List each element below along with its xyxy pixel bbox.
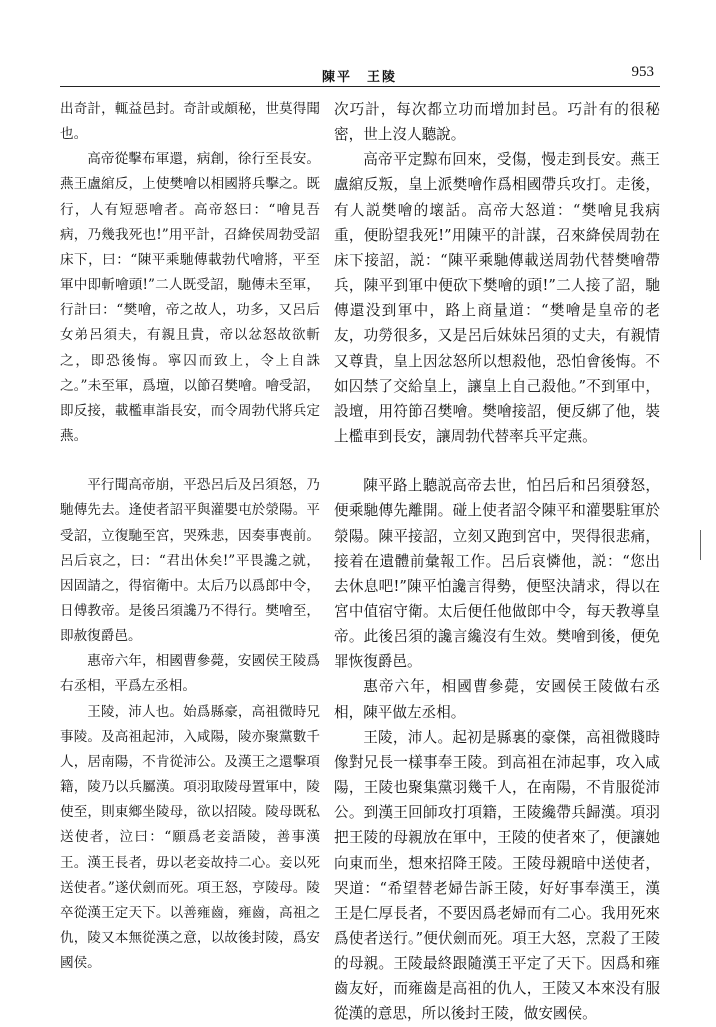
translation-paragraph: 惠帝六年，相國曹參薨，安國侯王陵做右丞相，陳平做左丞相。: [334, 678, 660, 721]
classical-paragraph: 王陵，沛人也。始爲縣豪，高祖微時兄事陵。及高祖起沛，入咸陽，陵亦聚黨數千人，居南陽，不肯從沛公。及漢王之還擊項籍，陵乃以兵屬漢。項羽取陵母置軍中，陵使至，則東鄉坐陵母，欲以招陵。陵母既私送使者，泣曰：“願爲老妾語陵，善事漢王。漢王長者，毋以老妾故持二心。妾以死送使者。”遂伏劍而死。項王怒，亨陵母。陵卒從漢王定天下。以善雍齒，雍齒，高祖之仇，陵又本無從漢之意，以故後封陵，爲安國侯。: [60, 703, 320, 972]
classical-paragraph: 出奇計，輒益邑封。奇計或頗秘，世莫得聞也。: [60, 101, 320, 143]
classical-paragraph: 平行聞高帝崩，平恐呂后及呂須怒，乃馳傳先去。逢使者詔平與灌嬰屯於滎陽。平受詔，立復馳至宮，哭殊悲，因奏事喪前。呂后哀之，曰：“君出休矣!”平畏讒之就，因固請之，得宿衛中。太后乃以爲郎中令，日傅教帝。是後呂須讒乃不得行。樊噲至，即赦復爵邑。: [60, 477, 320, 645]
translation-paragraph: 高帝平定黥布回來，受傷，慢走到長安。燕王盧綰反叛，皇上派樊噲作爲相國帶兵攻打。走後，有人説樊噲的壞話。高帝大怒道：“樊噲見我病重，便盼望我死!”用陳平的計謀，召來絳侯周勃在床下接詔，説：“陳平乘馳傳載送周勃代替樊噲帶兵，陳平到軍中便砍下樊噲的頭!”二人接了詔，馳傳還没到軍中，路上商量道：“樊噲是皇帝的老友，功勞很多，又是呂后妹妹呂須的丈夫，有親情又尊貴，皇上因忿怒所以想殺他，恐怕會後悔。不如囚禁了交給皇上，讓皇上自己殺他。”不到軍中，設壇，用符節召樊噲。樊噲接詔，便反綁了他，裝上檻車到長安，讓周勃代替率兵平定燕。: [334, 151, 660, 446]
classical-paragraph: 惠帝六年，相國曹參薨，安國侯王陵爲右丞相，平爲左丞相。: [60, 653, 320, 695]
page-header: [60, 58, 660, 87]
translation-paragraph: 次巧計，每次都立功而增加封邑。巧計有的很秘密，世上沒人聽說。: [334, 101, 660, 144]
translation-paragraph: 陳平路上聽説高帝去世，怕呂后和呂須發怒，便乘馳傳先離開。碰上使者詔令陳平和灌嬰駐軍於滎陽。陳平接詔，立刻又跑到宮中，哭得很悲痛，接着在遺體前彙報工作。呂后哀憐他，説：“您出去休息吧!”陳平怕讒言得勢，便堅決請求，得以在宮中值宿守衛。太后便任他做郎中令，每天教導皇帝。此後呂須的讒言纔沒有生效。樊噲到後，便免罪恢復爵邑。: [334, 477, 660, 671]
classical-text-column: [60, 97, 320, 976]
translation-paragraph: 王陵，沛人。起初是縣裏的豪傑，高祖微賤時像對兄長一樣事奉王陵。到高祖在沛起事，攻入咸陽，王陵也聚集黨羽幾千人，在南陽，不肯服從沛公。到漢王回師攻打項籍，王陵纔帶兵歸漢。項羽把王陵的母親放在軍中，王陵的使者來了，便讓她向東而坐，想來招降王陵。王陵母親暗中送使者，哭道：“希望替老婦告訴王陵，好好事奉漢王，漢王是仁厚長者，不要因爲老婦而有二心。我用死來爲使者送行。”便伏劍而死。項王大怒，烹殺了王陵的母親。王陵最終跟隨漢王平定了天下。因爲和雍齒友好，而雍齒是高祖的仇人，王陵又本來没有服從漢的意思，所以後封王陵，做安國侯。: [334, 728, 660, 1023]
page-number: 953: [631, 64, 654, 80]
running-title: 陳平 王陵: [322, 70, 398, 85]
scan-margin-mark: [700, 530, 701, 560]
translation-text-column: [334, 97, 660, 1027]
classical-paragraph: 高帝從擊布軍還，病創，徐行至長安。燕王盧綰反，上使樊噲以相國將兵擊之。既行，人有短惡噲者。高帝怒曰：“噲見吾病，乃幾我死也!”用平計，召絳侯周勃受詔床下，曰：“陳平乘馳傳載勃代噲將，平至軍中即斬噲頭!”二人既受詔，馳傳未至軍，行計曰：“樊噲，帝之故人，功多，又呂后女弟呂須夫，有親且貴，帝以忿怒故欲斬之，即恐後悔。寧囚而致上，令上自誅之。”未至軍，爲壇，以節召樊噲。噲受詔，即反接，載檻車詣長安，而令周勃代將兵定燕。: [60, 151, 320, 445]
